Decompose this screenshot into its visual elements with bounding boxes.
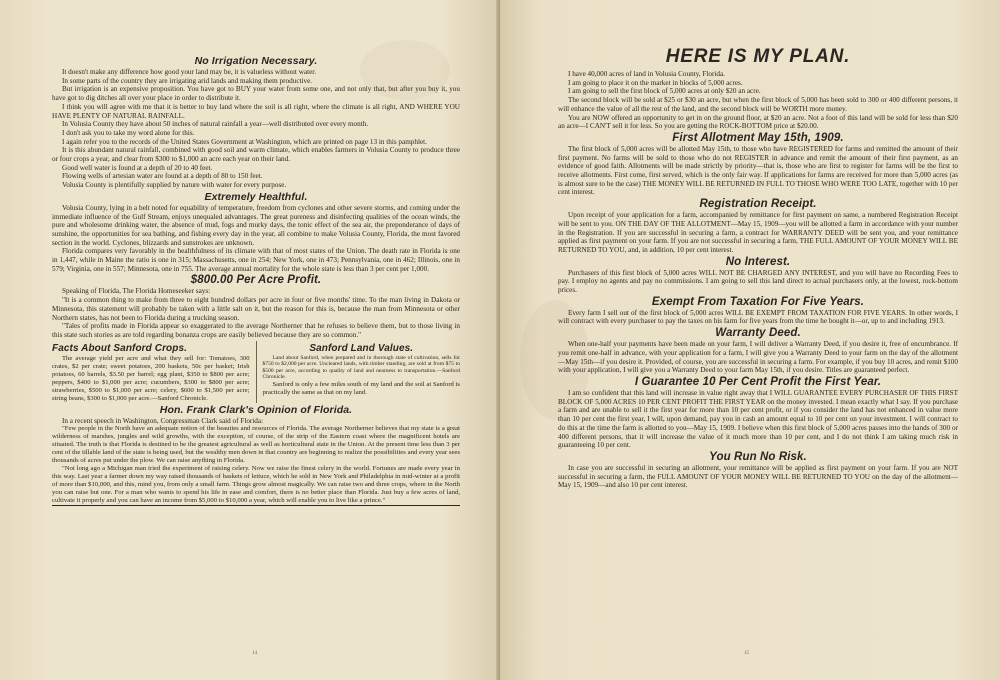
heading-warranty-deed: Warranty Deed.	[715, 327, 801, 340]
heading-sanford-crops: Facts About Sanford Crops.	[52, 342, 188, 354]
heading-guarantee-profit: I Guarantee 10 Per Cent Profit the First Year.	[634, 375, 882, 388]
section-intro	[558, 70, 958, 131]
column-sanford-land-values	[256, 341, 461, 403]
paragraph: I think you will agree with me that it is better to buy land where the soil is all right, where the climate is all right, AND WHERE YOU HAVE PLENTY OF NATURAL RAINFALL.	[52, 102, 460, 120]
paragraph: "Tales of profits made in Florida appear so exaggerated to the average Northerner that he refuses to believe them, but to those living in this state such stories as are told regarding bonanza crops are easily believed because they are so common."	[52, 322, 460, 339]
heading-frank-clark: Hon. Frank Clark's Opinion of Florida.	[159, 403, 353, 416]
paragraph: Volusia County, lying in a belt noted for equability of temperature, freedom from cyclones and other severe storms, and coming under the immediate influence of the Gulf Stream, enjoys unequaled advantages. The great pureness and disinfecting qualities of the ocean winds, the pure and wholesome drinking water, the absence of mud, fogs and murky days, the tonic effect of the sea air, the preponderance of days of sunshine, the opportunities for sea bathing, and fishing every day in the year, all combine to make Volusia County, Florida, the most favored section in the world. Cyclones, blizzards and sunstrokes are unknown.	[52, 203, 460, 247]
paragraph: I am so confident that this land will increase in value right away that I WILL GUARANTEE EVERY PURCHASER OF THIS FIRST BLOCK OF 5,000 ACRES 10 PER CENT PROFIT THE FIRST YEAR on the money invested. I mean exactly what I say. If you purchase a farm and are unable to sell it the first year for more than 10 per cent profit, or if you consider the land has not enhanced in value more than 10 per cent the first year, I will, upon demand, pay you in cash an amount equal to 10 per cent on your investment. I will contract to do this at the time the farm is allotted to you—May 15, 1909. I believe when this first block of 5,000 acres passes into the hands of 300 or 400 different persons, that it will increase the value of it much more than 10 per cent, and I do not think I am taking much risk in guaranteeing 10 per cent.	[558, 388, 958, 450]
paragraph: Land about Sanford, when prepared and in thorough state of cultivation, sells for $750 to $2,000 per acre. Uncleared lands, with timber standing, are sold at from $75 to $500 per acre, according to quality of land and nearness to transportation.—Sanford Chronicle.	[262, 354, 460, 381]
page-number: 14	[252, 651, 257, 656]
section-frank-clark	[52, 417, 460, 507]
right-page-content	[558, 46, 958, 490]
paragraph: It doesn't make any difference how good your land may be, it is valueless without water.	[62, 68, 317, 76]
heading-exempt-taxation: Exempt From Taxation For Five Years.	[651, 295, 865, 308]
heading-sanford-land-values: Sanford Land Values.	[309, 342, 414, 354]
paragraph: "Not long ago a Michigan man tried the experiment of raising celery. Now we raise the finest celery in the world. Fortunes are made every year in this way. Last year a farmer down my way raised thousands of baskets of lettuce, which he sold in New York and Philadelphia in mid-winter at a profit of more than $10,000, and this, mind you, from only a small farm. Things grow almost magically. We can raise two and three crops, where in the North you can raise but one. For a man who wants to spend his life in ease and comfort, there is no better place than Florida. Just buy a few acres of land, cultivate it properly and you can have an income from $5,000 to $10,000 a year, which will enable you to live like a prince."	[52, 465, 460, 507]
paragraph: I am going to place it on the market in blocks of 5,000 acres.	[568, 78, 743, 87]
section-profit-per-acre	[52, 287, 460, 339]
page-number: 15	[744, 651, 749, 656]
paragraph: The first block of 5,000 acres will be allotted May 15th, to those who have REGISTERED for farms and remitted the amount of their first payment. No farms will be sold to those who do not REGISTER in advance and remit the amount of their first payment, as an evidence of good faith. Allotments will be made strictly by priority—that is, those who are first to register for farms will be the first to receive allotments. First come, first served, which is the only fair way. If applications for farms are received for more than 5,000 acres (as is almost sure to be the case) THE MONEY WILL BE RETURNED IN FULL TO THOSE WHO WERE TOO LATE, together with 10 per cent interest.	[558, 144, 958, 197]
section-extremely-healthful	[52, 204, 460, 274]
heading-profit-per-acre: $800.00 Per Acre Profit.	[190, 274, 322, 287]
paragraph: In some parts of the country they are irrigating arid lands and making them productive.	[62, 76, 313, 85]
left-page-content	[52, 54, 460, 506]
paragraph: Every farm I sell out of the first block of 5,000 acres WILL BE EXEMPT FROM TAXATION FOR FIVE YEARS. In other words, I will contract with every purchaser to pay the taxes on his farm for five years from the time he bought it—or, up to and including 1913.	[558, 308, 958, 326]
paragraph: In case you are successful in securing an allotment, your remittance will be applied as first payment on your farm. If you are NOT successful in securing a farm, the FULL AMOUNT OF YOUR MONEY WILL BE RETURNED TO YOU on the day of the allotment—May 15, 1909—and also 10 per cent interest.	[558, 463, 958, 490]
paragraph: I have 40,000 acres of land in Volusia County, Florida.	[568, 70, 725, 78]
paragraph: Purchasers of this first block of 5,000 acres WILL NOT BE CHARGED ANY INTEREST, and you will have no Recording Fees to pay. I employ no agents and pay no commissions. I am going to sell this land direct to actual purchasers only, at the lowest, rock-bottom prices.	[558, 268, 958, 295]
paragraph: It is this abundant natural rainfall, combined with good soil and warm climate, which enables farmers in Volusia County to produce three or four crops a year, and clear from $300 to $1,000 an acre each year on their land.	[52, 146, 460, 164]
paragraph: But irrigation is an expensive proposition. You have got to BUY your water from some one, and not only that, but after you buy it, you have got to dig ditches all over your place in order to distribute it.	[52, 85, 460, 103]
paragraph: I am going to sell the first block of 5,000 acres at only $20 an acre.	[568, 87, 761, 96]
paragraph: I don't ask you to take my word alone for this.	[62, 128, 195, 137]
paragraph: I again refer you to the records of the United States Government at Washington, which are printed on page 13 in this pamphlet.	[62, 137, 427, 146]
paragraph: Volusia County is plentifully supplied by nature with water for every purpose.	[62, 181, 287, 190]
paragraph: The average yield per acre and what they sell for: Tomatoes, 300 crates, $2 per crate; sweet potatoes, 200 baskets, 50c per basket; Irish potatoes, 60 barrels, $3.50 per barrel; egg plant, $350 to $800 per acre; peppers, $400 to $1,000 per acre; cucumbers, $300 to $800 per acre; strawberries, $500 to $1,000 per acre; celery, $600 to $1,500 per acre; string beans, $300 to $1,000 per acre.—Sanford Chronicle.	[52, 354, 250, 402]
paragraph: In a recent speech in Washington, Congressman Clark said of Florida:	[62, 416, 264, 425]
paragraph: Upon receipt of your application for a farm, accompanied by remittance for first payment on same, a numbered Registration Receipt will be sent to you. ON THE DAY OF THE ALLOTMENT—May 15, 1909—you will be allotted a farm in accordance with your number in the Registration. If you are successful in securing a farm, a contract for WARRANTY DEED will be sent you, and your remittance applied as first payment on your farm. If you are not successful in securing a farm, THE FULL AMOUNT OF YOUR MONEY WILL BE RETURNED TO YOU, and, in addition, 10 per cent interest.	[558, 211, 958, 254]
paragraph: "It is a common thing to make from three to eight hundred dollars per acre in four or five months' time. To the man living in Dakota or Minnesota, this statement will probably be taken with a little salt on it, but the reason for this is, because the man from Minnesota or other Northern states, has not been to Florida during a trucking season.	[52, 296, 460, 322]
paragraph: Speaking of Florida, The Florida Homeseeker says:	[62, 287, 211, 296]
paragraph: "Few people in the North have an adequate notion of the beauties and resources of Florida. The average Northerner believes that my state is a great wilderness of marshes, jungles and wild growths, with the exception, of course, of the strip of the Eastern coast where the magnificent hotels are situated. The truth is that Florida is destined to be the greatest agricultural as well as horticultural state in the Union. At the present time less than 3 per cent of the tillable land of the state is being used, but the wealthy men down in that country are beginning to realize the possibilities and every year sees thousands of acres put under the plow. We can raise anything in Florida.	[52, 425, 460, 465]
column-sanford-crops	[52, 341, 250, 403]
two-column-box	[52, 341, 460, 403]
section-no-irrigation	[52, 68, 460, 190]
heading-extremely-healthful: Extremely Healthful.	[204, 190, 308, 203]
right-page	[500, 0, 1000, 680]
plan-title: HERE IS MY PLAN.	[665, 46, 851, 67]
paragraph: The second block will be sold at $25 or $30 an acre, but when the first block of 5,000 has been sold to 300 or 400 different persons, it will enhance the value of all the rest of the land, and the second block will be WORTH more money.	[558, 96, 958, 113]
heading-no-risk: You Run No Risk.	[709, 450, 807, 463]
heading-first-allotment: First Allotment May 15th, 1909.	[672, 131, 844, 144]
paragraph: In Volusia County they have about 50 inches of natural rainfall a year—well distributed over every month.	[62, 120, 369, 129]
paragraph: When one-half your payments have been made on your farm, I will deliver a Warranty Deed, if you desire it, free of encumbrance. If you remit one-half in advance, with your application for a farm, I will give you a Warranty Deed to your farm on the day of the allotment—May 15th—if you desire it. Provided, of course, you are successful in securing a farm. For example, if you buy 10 acres, and remit $100 with your application, I will give you a Warranty Deed to your farm May 15th, if you desire. Titles are guaranteed perfect.	[558, 340, 958, 375]
paragraph: Florida compares very favorably in the healthfulness of its climate with that of most states of the Union. The death rate in Florida is one in 1,447, while in Maine the ratio is one in 315; Massachusetts, one in 254; New York, one in 473; Pennsylvania, one in 462; Illinois, one in 579; Virginia, one in 557; Minnesota, one in 755. The average annual mortality for the whole state is less than 3 per cent per 1,000.	[52, 247, 460, 273]
paragraph: Good well water is found at a depth of 20 to 40 feet.	[62, 163, 213, 172]
heading-registration-receipt: Registration Receipt.	[699, 198, 817, 211]
paragraph: Sanford is only a few miles south of my land and the soil at Sanford is practically the same as that on my land.	[262, 381, 460, 397]
heading-no-interest: No Interest.	[725, 255, 791, 268]
paragraph: Flowing wells of artesian water are found at a depth of 80 to 150 feet.	[62, 172, 263, 181]
heading-no-irrigation: No Irrigation Necessary.	[194, 55, 318, 67]
paragraph: You are NOW offered an opportunity to get in on the ground floor, at $20 an acre. Not a foot of this land will be sold for less than $20 an acre—I CAN'T sell it for less. So you are getting the ROCK-BOTTOM price at $20.00.	[558, 113, 958, 131]
